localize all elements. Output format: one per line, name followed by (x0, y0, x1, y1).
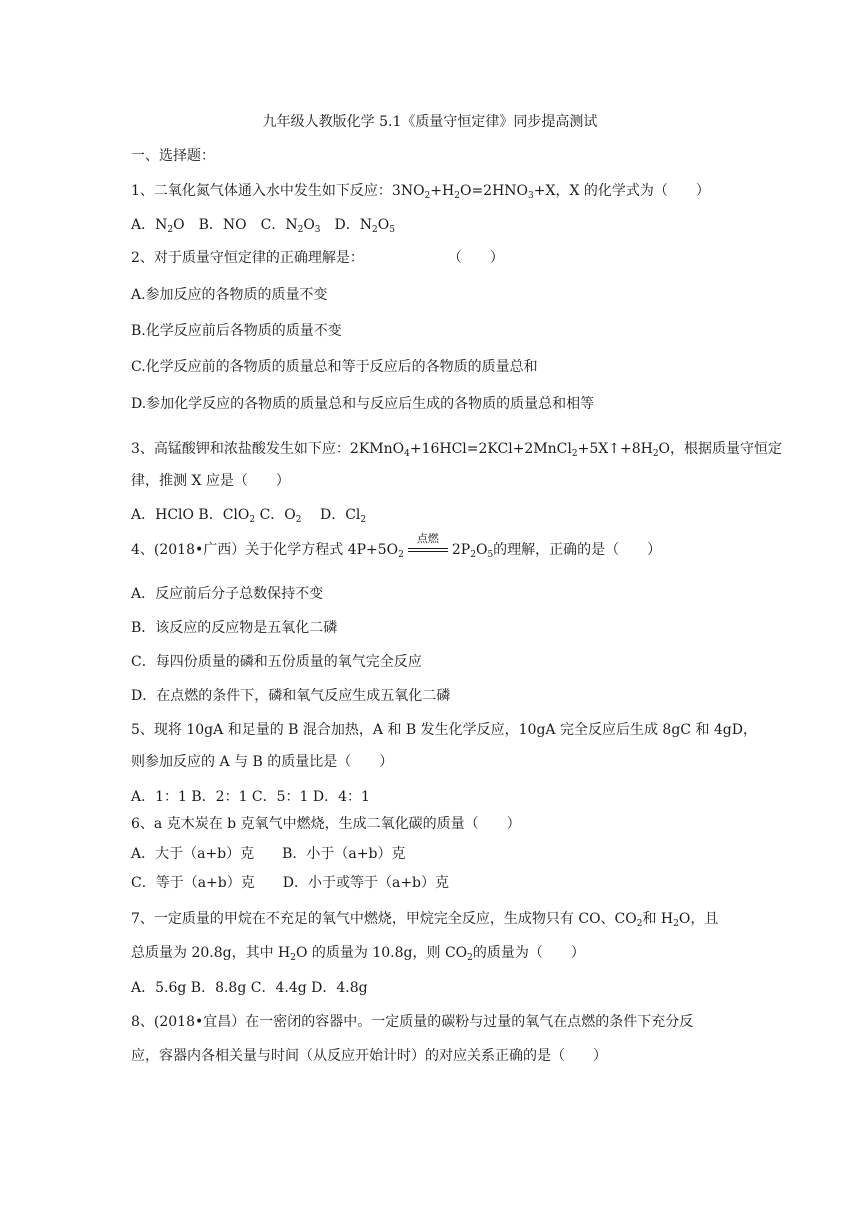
question-3-stem-line-1: 3、高锰酸钾和浓盐酸发生如下应：$2KMnO_4+16HCl=2KCl+2MnCl_2+5X↑+8H_2O$，根据质量守恒定 (131, 441, 783, 459)
question-5-stem-line-1: 5、现将 10gA 和足量的 B 混合加热，A 和 B 发生化学反应，10gA 完全反应后生成 8gC 和 4gD， (131, 722, 757, 738)
question-8-stem-line-1: 8、(2018•宜昌）在一密闭的容器中。一定质量的碳粉与过量的氧气在点燃的条件下充分反 (131, 1014, 694, 1030)
question-2-option-c: C.化学反应前的各物质的质量总和等于反应后的各物质的质量总和 (131, 359, 538, 375)
question-7-stem-line-1: 7、一定质量的甲烷在不充足的氧气中燃烧，甲烷完全反应，生成物只有 CO、$CO_2$和 $H_2O$，且 (131, 911, 719, 929)
question-3-stem-line-2: 律，推测 X 应是（ ） (131, 473, 290, 489)
section-heading: 一、选择题： (131, 148, 215, 164)
question-4-option-d: D．在点燃的条件下，磷和氧气反应生成五氧化二磷 (131, 688, 451, 704)
question-6-options-cd: C．等于（a+b）克 D．小于或等于（a+b）克 (131, 875, 450, 891)
question-6-stem: 6、a 克木炭在 b 克氧气中燃烧，生成二氧化碳的质量（ ） (131, 816, 521, 832)
question-4-option-b: B．该反应的反应物是五氧化二磷 (131, 620, 338, 636)
reaction-condition-arrow (406, 532, 450, 556)
question-2-option-b: B.化学反应前后各物质的质量不变 (131, 323, 342, 339)
question-8-stem-line-2: 应，容器内各相关量与时间（从反应开始计时）的对应关系正确的是（ ） (131, 1048, 607, 1064)
question-4-option-a: A．反应前后分子总数保持不变 (131, 586, 324, 602)
reaction-condition: 点燃 (416, 532, 439, 545)
question-5-options: A．1：1 B．2：1 C．5：1 D．4：1 (131, 789, 370, 805)
document-title: 九年级人教版化学 5.1《质量守恒定律》同步提高测试 (262, 114, 598, 130)
question-7-options: A．5.6g B．8.8g C．4.4g D．4.8g (131, 980, 368, 996)
question-3-options: A．HClO B．ClO$_2$ C．$O_2$ D．$Cl_2$ (131, 507, 367, 525)
question-2-option-a: A.参加反应的各物质的质量不变 (131, 287, 328, 303)
question-4-option-c: C．每四份质量的磷和五份质量的氧气完全反应 (131, 654, 422, 670)
question-6-options-ab: A．大于（a+b）克 B．小于（a+b）克 (131, 846, 406, 862)
question-5-stem-line-2: 则参加反应的 A 与 B 的质量比是（ ） (131, 754, 394, 770)
question-2-option-d: D.参加化学反应的各物质的质量总和与反应后生成的各物质的质量总和相等 (131, 396, 595, 412)
question-1-stem: 1、二氧化氮气体通入水中发生如下反应：$3NO_2+H_2O=2HNO_3+X$，X 的化学式为（ ） (131, 183, 710, 201)
question-1-options: A．$N_2O$ B．NO C．$N_2O_3$ D．$N_2O_5$ (131, 217, 395, 235)
question-4-stem: 4、(2018•广西）关于化学方程式 $4P+5O_2$ 点燃 $2P_2O_5$的理解，正确的是（ ） (131, 532, 662, 560)
question-2-stem: 2、对于质量守恒定律的正确理解是： （ ） (131, 250, 504, 266)
question-7-stem-line-2: 总质量为 20.8g，其中 $H_2O$ 的质量为 10.8g，则 $CO_2$的质量为（ ） (131, 945, 585, 963)
